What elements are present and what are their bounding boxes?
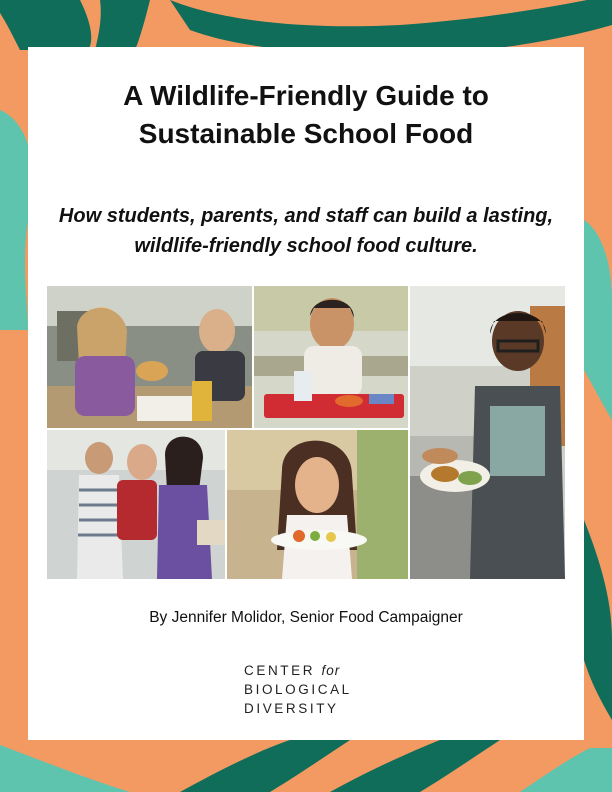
students-in-lunch-line-photo — [47, 430, 225, 579]
document-title — [28, 77, 584, 153]
logo-word-for: for — [321, 663, 341, 678]
document-subtitle — [28, 201, 584, 261]
logo-line-2: BIOLOGICAL — [244, 682, 352, 697]
logo-line-1 — [244, 661, 368, 680]
girl-holding-tray-photo — [227, 430, 408, 579]
title-line-2: Sustainable School Food — [138, 118, 474, 149]
logo-line-3: DIVERSITY — [244, 701, 339, 716]
author-byline: By Jennifer Molidor, Senior Food Campaigner — [149, 609, 463, 626]
boy-with-glasses-lunch-line-photo — [410, 286, 565, 579]
boy-at-table-photo — [254, 286, 408, 428]
photo-collage — [47, 286, 565, 579]
cover-card — [28, 47, 584, 740]
subtitle-line-1: How students, parents, and staff can build a lasting, — [58, 205, 554, 227]
girls-eating-lunch-photo — [47, 286, 252, 428]
logo-word-center: CENTER — [244, 663, 316, 678]
subtitle-line-2: wildlife-friendly school food culture. — [134, 235, 478, 257]
title-line-1: A Wildlife-Friendly Guide to — [123, 80, 489, 111]
center-for-biological-diversity-logo — [244, 661, 368, 718]
